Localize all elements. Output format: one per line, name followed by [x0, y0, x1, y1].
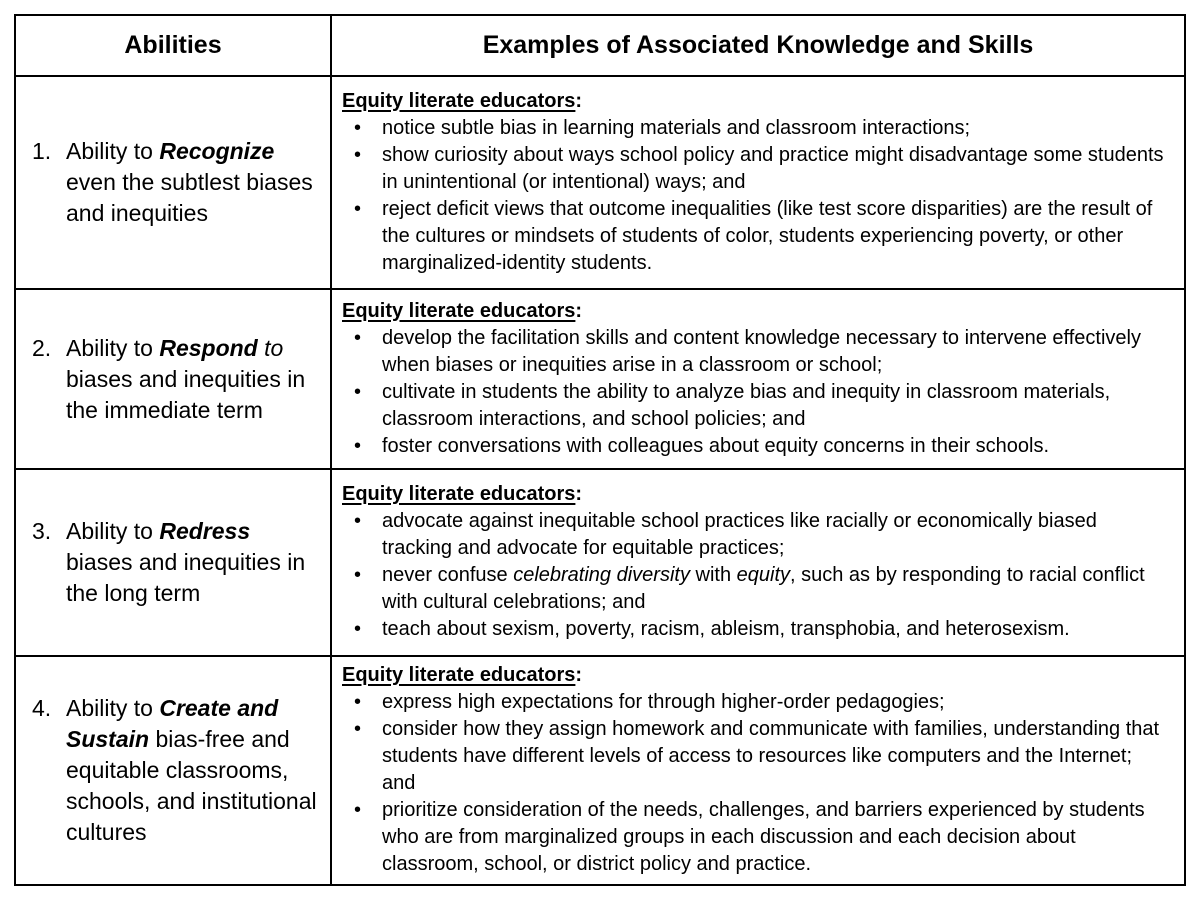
table-row: [15, 289, 1185, 469]
text-segment: Create and Sustain: [66, 695, 279, 752]
abilities-table-container: [14, 14, 1186, 886]
examples-column-header: Examples of Associated Knowledge and Skills: [331, 15, 1185, 76]
bullet-item: [342, 689, 1170, 716]
ability-text: [66, 136, 322, 229]
examples-heading-label: Equity literate educators: [342, 89, 576, 112]
examples-heading-label: Equity literate educators: [342, 483, 576, 505]
text-segment: cultivate in students the ability to analyze bias and inequity in classroom materials, classroom interactions, and school policies; and: [382, 380, 1111, 430]
examples-heading-colon: :: [575, 299, 583, 322]
bullet-item: [342, 325, 1170, 379]
text-segment: teach about sexism, poverty, racism, ableism, transphobia, and heterosexism.: [382, 618, 1070, 640]
text-segment: Respond: [159, 334, 258, 361]
text-segment: biases and inequities in the long term: [66, 549, 306, 606]
text-segment: equity: [736, 564, 791, 586]
ability-item: [32, 516, 322, 609]
text-segment: foster conversations with colleagues about equity concerns in their schools.: [382, 434, 1050, 457]
table-row: [15, 656, 1185, 885]
text-segment: , such as by responding to racial conflict with cultural celebrations; and: [382, 564, 1145, 613]
ability-item: [32, 136, 322, 229]
ability-text: [66, 333, 322, 426]
examples-heading-label: Equity literate educators: [342, 664, 576, 686]
ability-number: 2.: [32, 334, 52, 361]
table-row: [15, 76, 1185, 289]
bullet-item: [342, 616, 1170, 643]
bullet-item: [342, 508, 1170, 562]
examples-heading-colon: :: [575, 664, 583, 686]
ability-item: [32, 693, 322, 848]
examples-heading: [342, 662, 1170, 689]
table-header-row: [15, 15, 1185, 76]
text-segment: Ability to: [66, 334, 160, 361]
text-segment: advocate against inequitable school practices like racially or economically biased tracking and advocate for equitable practices;: [382, 510, 1097, 559]
bullet-item: [342, 716, 1170, 797]
table-row: [15, 469, 1185, 656]
text-segment: reject deficit views that outcome inequalities (like test score disparities) are the result of the cultures or mindsets of students of color, students experiencing poverty, or other marginalized-identity students.: [382, 197, 1153, 274]
text-segment: Ability to: [66, 695, 160, 721]
ability-item: [32, 333, 322, 426]
text-segment: show curiosity about ways school policy and practice might disadvantage some students in unintentional (or intentional) ways; and: [382, 143, 1164, 193]
text-segment: with: [689, 564, 737, 586]
bullet-list: [342, 115, 1170, 277]
ability-cell: [15, 289, 331, 469]
bullet-item: [342, 142, 1170, 196]
ability-cell: [15, 656, 331, 885]
examples-cell: [331, 469, 1185, 656]
ability-number: 1.: [32, 138, 52, 164]
text-segment: prioritize consideration of the needs, challenges, and barriers experienced by students who are from marginalized groups in each discussion and each decision about classroom, school, or district policy and practice.: [382, 799, 1145, 875]
ability-number: 4.: [32, 695, 52, 721]
ability-text: [66, 693, 322, 848]
text-segment: express high expectations for through higher-order pedagogies;: [382, 691, 945, 713]
bullet-item: [342, 379, 1170, 433]
bullet-item: [342, 797, 1170, 878]
ability-number: 3.: [32, 518, 52, 544]
examples-heading: [342, 88, 1170, 115]
ability-text: [66, 516, 322, 609]
bullet-list: [342, 325, 1170, 460]
text-segment: notice subtle bias in learning materials and classroom interactions;: [382, 116, 971, 139]
examples-cell: [331, 656, 1185, 885]
text-segment: consider how they assign homework and communicate with families, understanding that students have different levels of access to resources like computers and the Internet; and: [382, 718, 1160, 794]
examples-heading-colon: :: [575, 483, 583, 505]
examples-heading: [342, 298, 1170, 325]
text-segment: even the subtlest biases and inequities: [66, 169, 313, 226]
examples-heading-label: Equity literate educators: [342, 299, 576, 322]
text-segment: Redress: [159, 518, 251, 544]
ability-cell: [15, 469, 331, 656]
bullet-item: [342, 115, 1170, 142]
bullet-list: [342, 689, 1170, 878]
text-segment: never confuse: [382, 564, 514, 586]
bullet-item: [342, 562, 1170, 616]
table-body: [15, 76, 1185, 885]
bullet-item: [342, 196, 1170, 277]
text-segment: Ability to: [66, 518, 160, 544]
text-segment: Ability to: [66, 138, 160, 164]
examples-heading-colon: :: [575, 89, 583, 112]
bullet-list: [342, 508, 1170, 643]
examples-heading: [342, 481, 1170, 508]
text-segment: biases and inequities in the immediate term: [66, 365, 306, 423]
abilities-table: [14, 14, 1186, 886]
text-segment: bias-free and equitable classrooms, schools, and institutional cultures: [66, 726, 317, 845]
text-segment: Recognize: [159, 138, 275, 164]
examples-cell: [331, 76, 1185, 289]
text-segment: celebrating diversity: [513, 564, 690, 586]
bullet-item: [342, 433, 1170, 460]
text-segment: to: [257, 334, 284, 361]
text-segment: develop the facilitation skills and content knowledge necessary to intervene effectively when biases or inequities arise in a classroom or school;: [382, 326, 1141, 376]
ability-cell: [15, 76, 331, 289]
examples-cell: [331, 289, 1185, 469]
abilities-column-header: Abilities: [15, 15, 331, 76]
